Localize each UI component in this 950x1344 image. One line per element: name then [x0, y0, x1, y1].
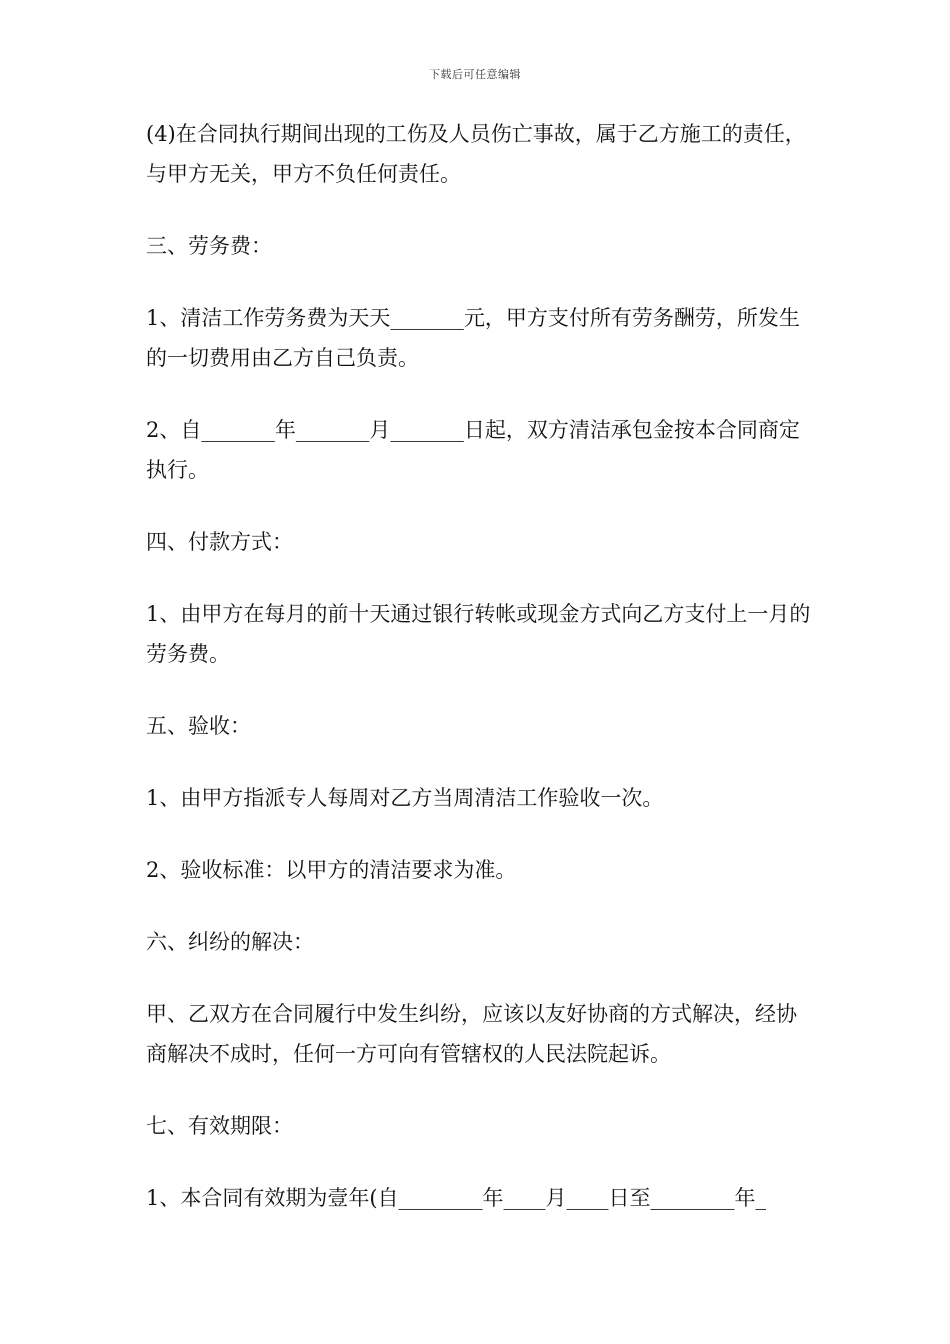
section-heading-disputes: 六、纠纷的解决：	[146, 930, 314, 954]
section-heading-service-fee: 三、劳务费：	[146, 234, 272, 258]
document-body	[146, 114, 814, 1218]
clause-acceptance-standard: 2、验收标准：以甲方的清洁要求为准。	[146, 858, 517, 882]
clause-fee-amount: 1、清洁工作劳务费为天天_______元，甲方支付所有劳务酬劳，所发生的一切费用由乙方自己负责。	[146, 306, 800, 370]
clause-dispute-resolution: 甲、乙双方在合同履行中发生纠纷，应该以友好协商的方式解决，经协商解决不成时，任何一方可向有管辖权的人民法院起诉。	[146, 1002, 797, 1066]
section-heading-term: 七、有效期限：	[146, 1114, 293, 1138]
clause-contract-term: 1、本合同有效期为壹年(自________年____月____日至________年_	[146, 1186, 767, 1210]
clause-payment-method: 1、由甲方在每月的前十天通过银行转帐或现金方式向乙方支付上一月的劳务费。	[146, 602, 811, 666]
section-heading-payment: 四、付款方式：	[146, 530, 293, 554]
section-heading-acceptance: 五、验收：	[146, 714, 251, 738]
clause-fee-start-date: 2、自_______年_______月_______日起，双方清洁承包金按本合同商定执行。	[146, 418, 800, 482]
clause-weekly-acceptance: 1、由甲方指派专人每周对乙方当周清洁工作验收一次。	[146, 786, 664, 810]
page-header: 下载后可任意编辑	[429, 68, 521, 81]
clause-4-injury-liability: (4)在合同执行期间出现的工伤及人员伤亡事故，属于乙方施工的责任，与甲方无关，甲方不负任何责任。	[146, 122, 806, 186]
